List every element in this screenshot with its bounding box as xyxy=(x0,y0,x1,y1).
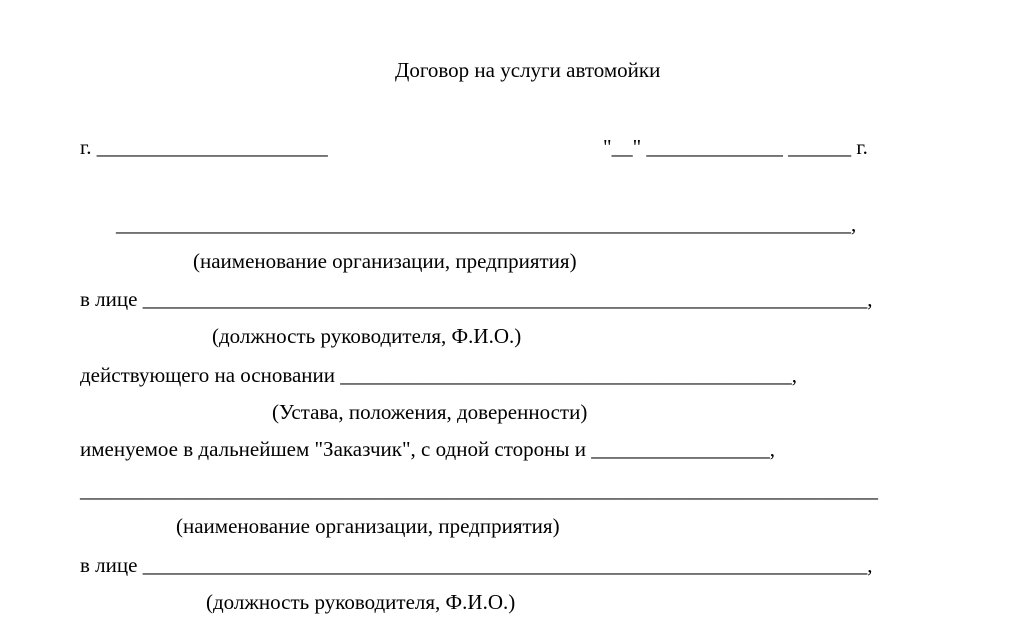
org-caption-1: (наименование организации, предприятия) xyxy=(193,249,577,273)
rep-caption-2: (должность руководителя, Ф.И.О.) xyxy=(206,590,516,614)
customer-line: именуемое в дальнейшем "Заказчик", с одной стороны и _________________, xyxy=(80,437,775,461)
rep-line-2: в лице _____________________________________________________________________, xyxy=(80,553,873,577)
rep-line-1: в лице _____________________________________________________________________, xyxy=(80,287,873,311)
org-caption-2: (наименование организации, предприятия) xyxy=(176,514,560,538)
document-title: Договор на услуги автомойки xyxy=(395,58,661,82)
city-line: г. ______________________ xyxy=(80,135,328,159)
org-line-2: ____________________________________________________________________________ xyxy=(80,478,878,502)
basis-caption: (Устава, положения, доверенности) xyxy=(272,400,588,424)
rep-caption-1: (должность руководителя, Ф.И.О.) xyxy=(212,324,522,348)
basis-line: действующего на основании ___________________________________________, xyxy=(80,363,798,387)
date-line: "__" _____________ ______ г. xyxy=(603,135,868,159)
org-line-1: ______________________________________________________________________, xyxy=(116,212,857,236)
